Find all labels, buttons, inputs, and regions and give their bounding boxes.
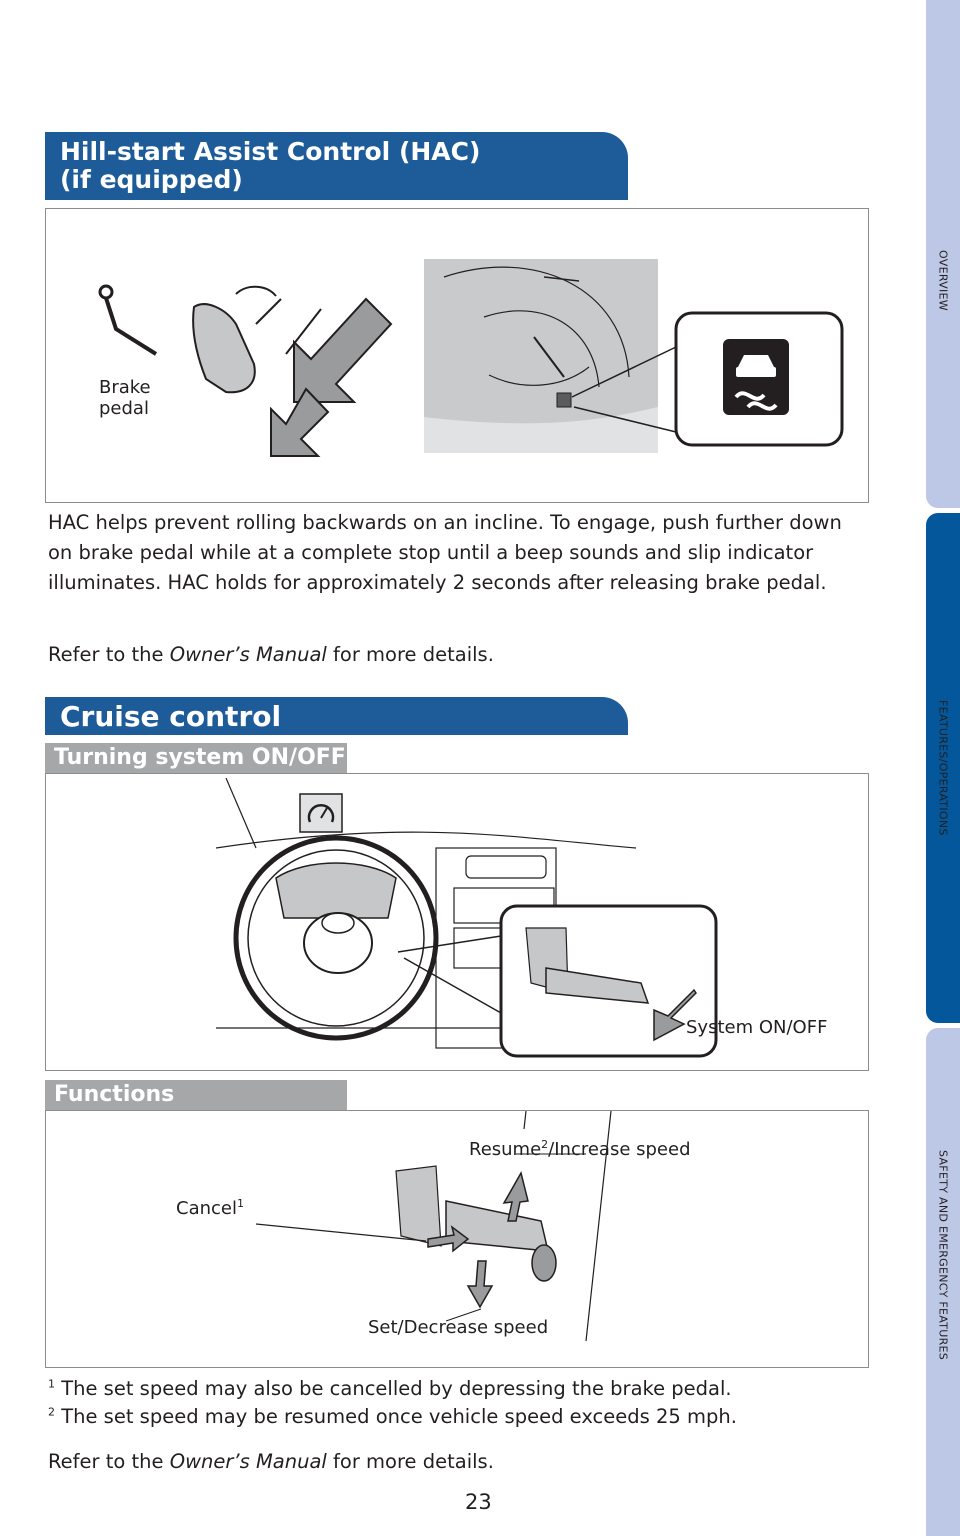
- functions-figure: [45, 1110, 869, 1368]
- system-onoff-label: System ON/OFF: [686, 1017, 828, 1038]
- brake-label-line2: pedal: [99, 398, 149, 419]
- cruise-refer-text: [48, 1450, 494, 1473]
- resume-label: [469, 1138, 691, 1160]
- system-onoff-figure: [45, 773, 869, 1071]
- cruise-refer-suffix: for more details.: [326, 1450, 494, 1473]
- cruise-manual-link[interactable]: Owner’s Manual: [169, 1450, 327, 1473]
- instrument-cluster-illustration: [424, 257, 844, 457]
- hac-refer-prefix: Refer to the: [48, 643, 170, 666]
- hac-title-line2: (if equipped): [60, 165, 243, 194]
- hac-refer-suffix: for more details.: [326, 643, 494, 666]
- hac-section-header: [45, 132, 628, 200]
- footnote-2: [48, 1405, 737, 1428]
- cruise-section-header: Cruise control: [45, 697, 628, 735]
- page-number: 23: [465, 1490, 492, 1514]
- footnote-2-number: 2: [48, 1405, 55, 1419]
- brake-label-line1: Brake: [99, 377, 151, 398]
- hac-refer-text: [48, 640, 868, 670]
- resume-text: Resume: [469, 1139, 542, 1160]
- set-label: Set/Decrease speed: [368, 1317, 549, 1338]
- side-tab-safety-label: SAFETY AND EMERGENCY FEATURES: [936, 1150, 950, 1361]
- cancel-sup: 1: [236, 1197, 244, 1210]
- footnote-1-text: The set speed may also be cancelled by depressing the brake pedal.: [55, 1377, 732, 1400]
- hac-manual-link[interactable]: Owner’s Manual: [169, 643, 327, 666]
- cruise-indicator-icon: [300, 794, 342, 832]
- footnote-1-number: 1: [48, 1377, 55, 1391]
- footnote-2-text: The set speed may be resumed once vehicle speed exceeds 25 mph.: [55, 1405, 737, 1428]
- side-tab-overview-label: OVERVIEW: [936, 250, 950, 311]
- cancel-text: Cancel: [176, 1198, 237, 1219]
- resume-suffix: /Increase speed: [548, 1139, 691, 1160]
- functions-subheader: Functions: [45, 1080, 347, 1110]
- cancel-label: [176, 1197, 244, 1219]
- footnote-1: [48, 1377, 732, 1400]
- turning-system-subheader: Turning system ON/OFF: [45, 743, 347, 773]
- hac-description: HAC helps prevent rolling backwards on an incline. To engage, push further down on brake pedal while at a complete stop until a beep sounds and slip indicator illuminates. HAC holds for approximately 2 seconds after releasing brake pedal.: [48, 511, 842, 594]
- hac-figure: [45, 208, 869, 503]
- cruise-refer-prefix: Refer to the: [48, 1450, 170, 1473]
- resume-sup: 2: [541, 1138, 549, 1151]
- brake-pedal-label: [99, 377, 151, 419]
- side-tab-features-label: FEATURES/OPERATIONS: [936, 700, 950, 836]
- hac-title-line1: Hill-start Assist Control (HAC): [60, 137, 481, 166]
